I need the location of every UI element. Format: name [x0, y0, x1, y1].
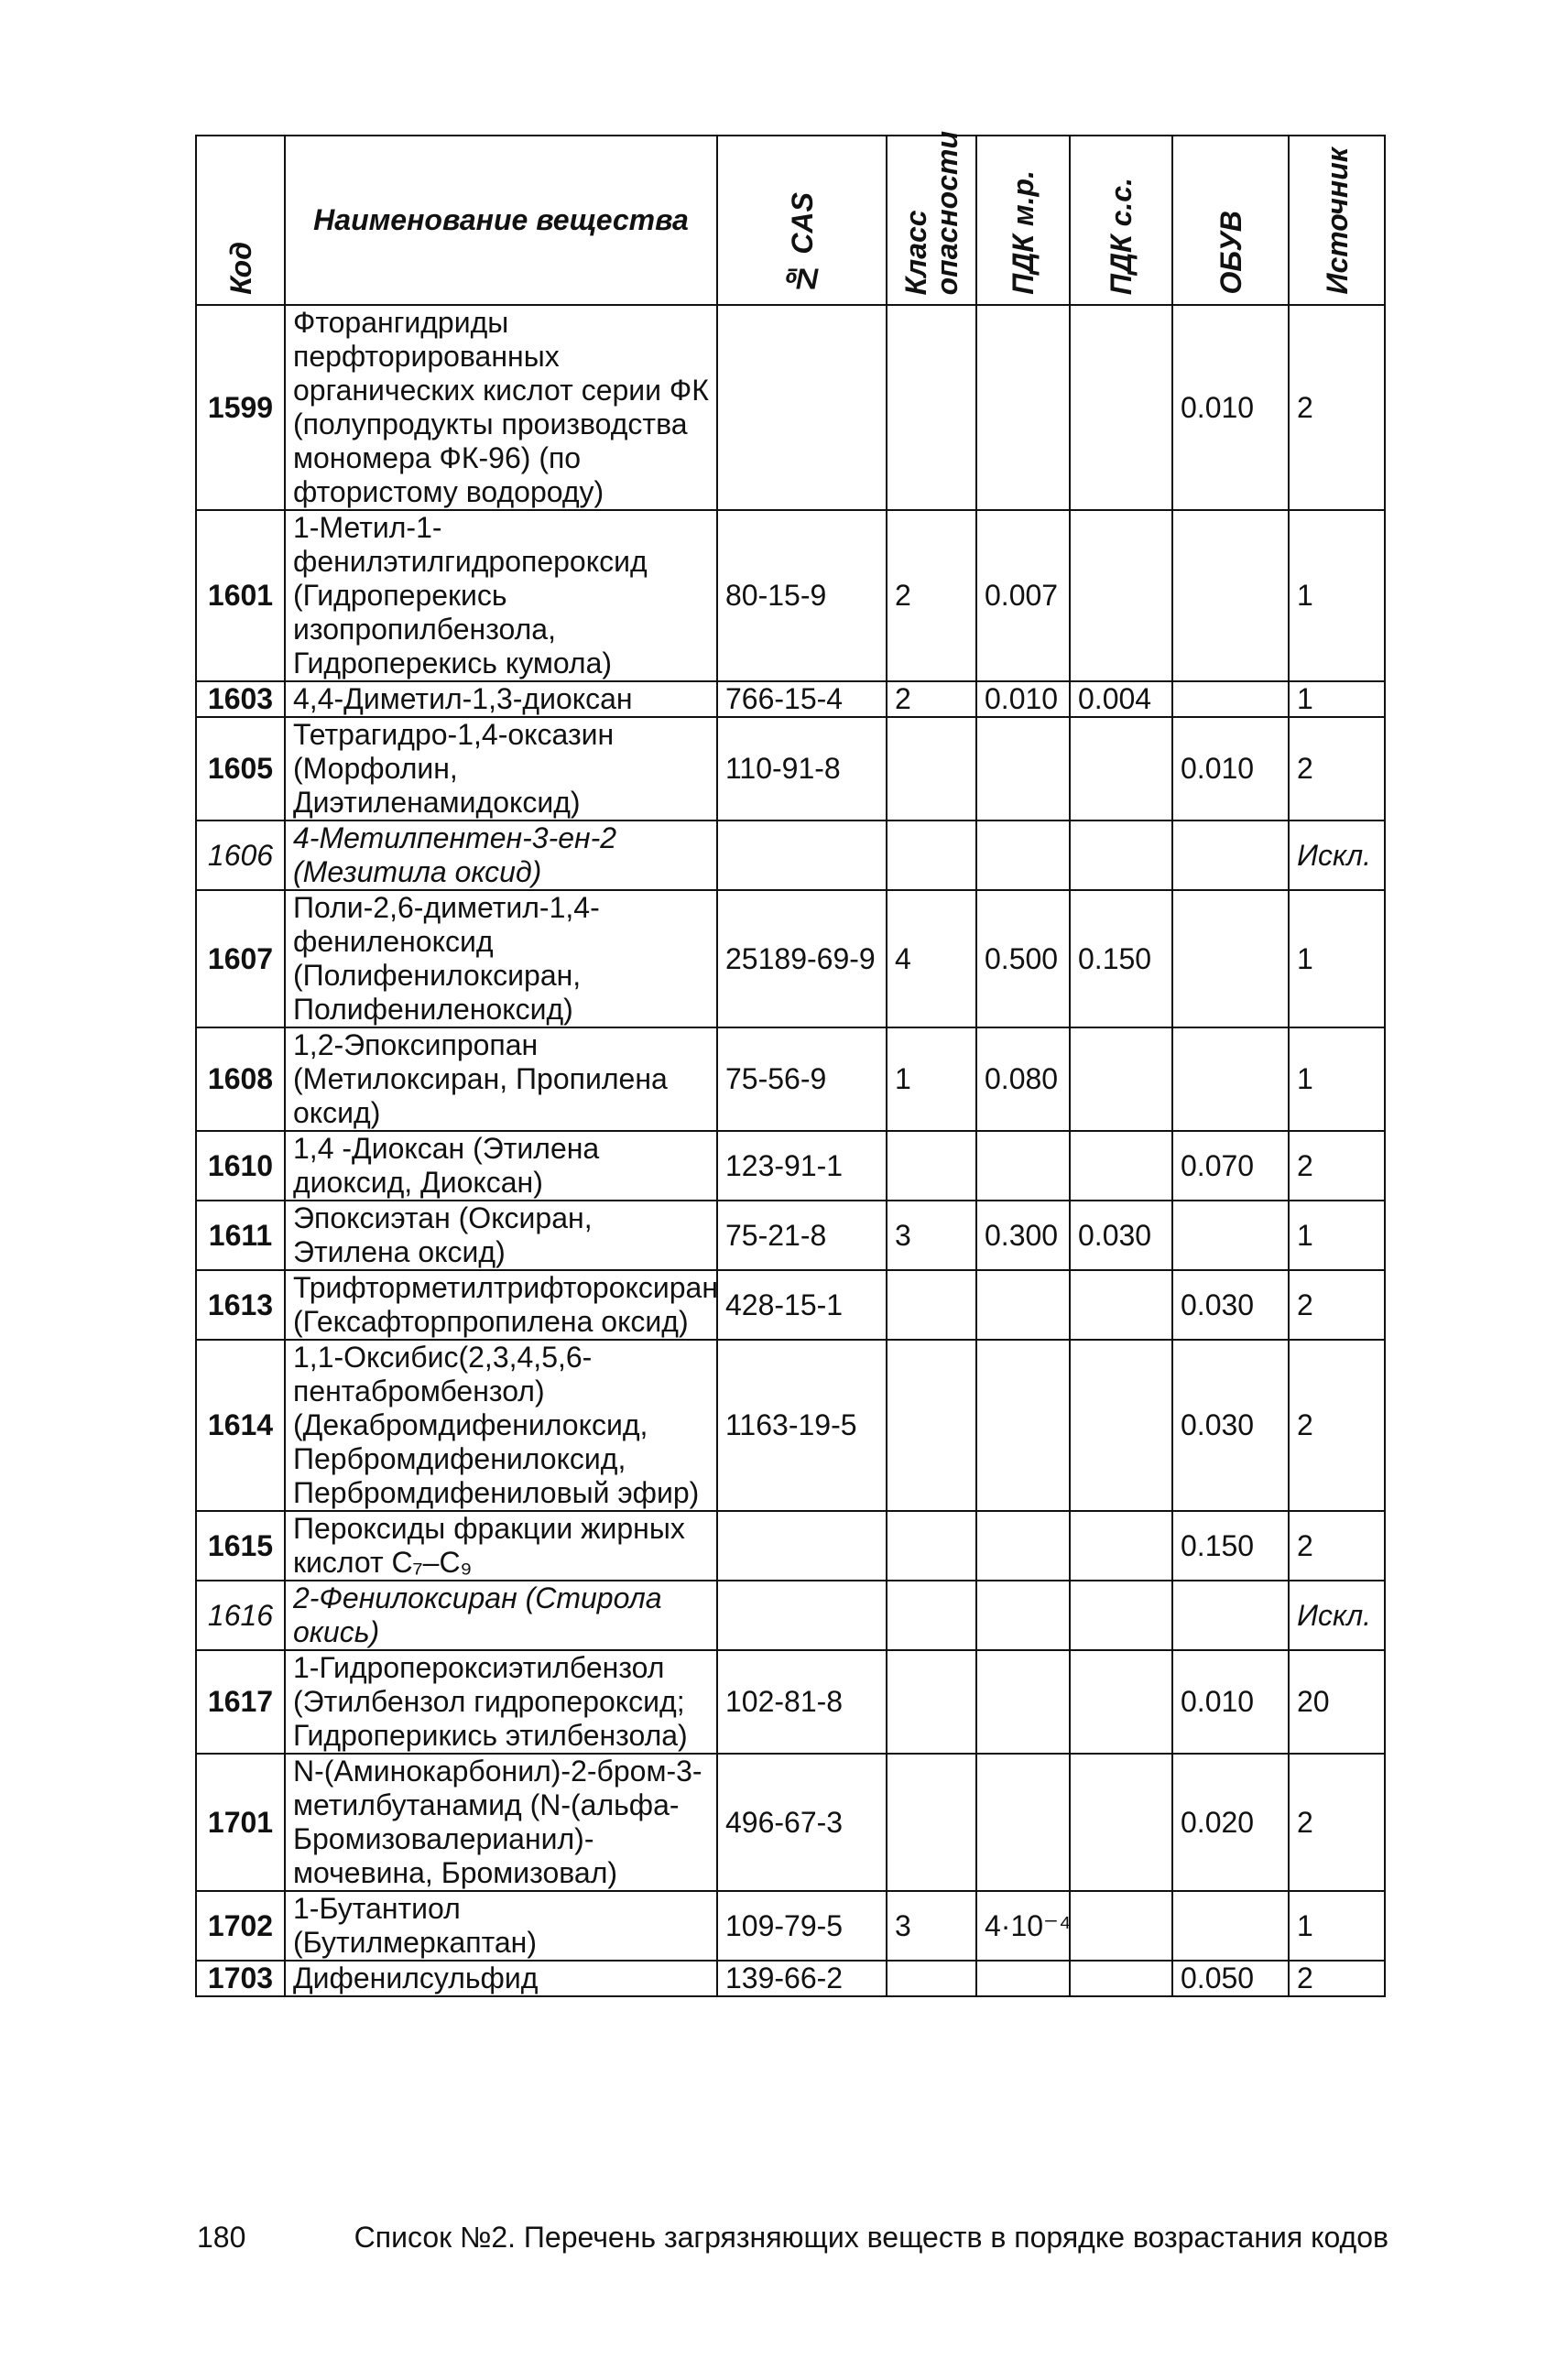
cell-pdk-ss: 0.150: [1070, 890, 1172, 1027]
cell-name: Поли-2,6-диметил-1,4-фениленоксид (Полифенилоксиран, Полифениленоксид): [285, 890, 717, 1027]
cell-pdk-ss: [1070, 510, 1172, 681]
header-cas: № CAS: [717, 136, 887, 305]
cell-name: Пероксиды фракции жирных кислот C₇–C₉: [285, 1511, 717, 1581]
cell-cas: 80-15-9: [717, 510, 887, 681]
header-source: Источник: [1289, 136, 1385, 305]
cell-hazard-class: 3: [887, 1201, 976, 1270]
table-row: [196, 1961, 1385, 1996]
cell-cas: 123-91-1: [717, 1131, 887, 1201]
cell-source: 1: [1289, 1201, 1385, 1270]
cell-name: 2-Фенилоксиран (Стирола окись): [285, 1581, 717, 1650]
cell-pdk-ss: [1070, 1891, 1172, 1961]
cell-source: 2: [1289, 1270, 1385, 1340]
cell-cas: 496-67-3: [717, 1754, 887, 1891]
cell-obuv: 0.030: [1172, 1340, 1289, 1511]
cell-name: 1-Гидропероксиэтилбензол (Этилбензол гидропероксид; Гидроперикись этилбензола): [285, 1650, 717, 1754]
cell-source: 1: [1289, 890, 1385, 1027]
table-row: [196, 890, 1385, 1027]
page-caption: Список №2. Перечень загрязняющих веществ в порядке возрастания кодов: [354, 2221, 1388, 2254]
cell-code: 1703: [196, 1961, 285, 1996]
cell-code: 1610: [196, 1131, 285, 1201]
cell-pdk-mr: 4·10⁻⁴: [976, 1891, 1070, 1961]
cell-code: 1613: [196, 1270, 285, 1340]
cell-source: 1: [1289, 510, 1385, 681]
cell-cas: 75-56-9: [717, 1027, 887, 1131]
cell-hazard-class: [887, 1650, 976, 1754]
cell-pdk-ss: [1070, 821, 1172, 890]
cell-obuv: 0.020: [1172, 1754, 1289, 1891]
cell-pdk-mr: [976, 1650, 1070, 1754]
cell-source: 2: [1289, 305, 1385, 510]
table-row: [196, 681, 1385, 717]
cell-cas: 1163-19-5: [717, 1340, 887, 1511]
cell-pdk-ss: [1070, 1340, 1172, 1511]
header-obuv: ОБУВ: [1172, 136, 1289, 305]
cell-code: 1607: [196, 890, 285, 1027]
cell-source: 2: [1289, 1131, 1385, 1201]
cell-obuv: [1172, 1581, 1289, 1650]
cell-obuv: 0.010: [1172, 1650, 1289, 1754]
cell-source: 1: [1289, 681, 1385, 717]
cell-obuv: [1172, 681, 1289, 717]
substances-table: [195, 130, 1386, 1997]
cell-hazard-class: 4: [887, 890, 976, 1027]
cell-source: 20: [1289, 1650, 1385, 1754]
cell-name: 4,4-Диметил-1,3-диоксан: [285, 681, 717, 717]
cell-obuv: 0.010: [1172, 717, 1289, 821]
cell-code: 1702: [196, 1891, 285, 1961]
table-row: [196, 1027, 1385, 1131]
cell-hazard-class: 2: [887, 681, 976, 717]
cell-hazard-class: [887, 1340, 976, 1511]
cell-pdk-ss: [1070, 1027, 1172, 1131]
cell-code: 1605: [196, 717, 285, 821]
cell-pdk-ss: [1070, 1754, 1172, 1891]
cell-cas: 75-21-8: [717, 1201, 887, 1270]
cell-code: 1608: [196, 1027, 285, 1131]
cell-code: 1606: [196, 821, 285, 890]
cell-name: 1,1-Оксибис(2,3,4,5,6-пентабромбензол) (Декабромдифенилоксид, Пербромдифенилоксид, Пербромдифениловый эфир): [285, 1340, 717, 1511]
cell-obuv: 0.030: [1172, 1270, 1289, 1340]
cell-name: 1-Метил-1-фенилэтилгидропероксид (Гидроперекись изопропилбензола, Гидроперекись кумола): [285, 510, 717, 681]
header-pdk-mr: ПДК м.р.: [976, 136, 1070, 305]
cell-name: Трифторметилтрифтороксиран (Гексафторпропилена оксид): [285, 1270, 717, 1340]
header-pdk-ss: ПДК с.с.: [1070, 136, 1172, 305]
cell-pdk-mr: [976, 1754, 1070, 1891]
cell-name: Дифенилсульфид: [285, 1961, 717, 1996]
cell-source: 2: [1289, 1511, 1385, 1581]
table-row: [196, 1131, 1385, 1201]
cell-hazard-class: [887, 1511, 976, 1581]
cell-code: 1614: [196, 1340, 285, 1511]
cell-cas: 766-15-4: [717, 681, 887, 717]
cell-cas: [717, 305, 887, 510]
table-row: [196, 1581, 1385, 1650]
cell-source: Искл.: [1289, 821, 1385, 890]
cell-code: 1611: [196, 1201, 285, 1270]
table-row: [196, 821, 1385, 890]
cell-pdk-mr: [976, 1131, 1070, 1201]
cell-pdk-mr: [976, 1581, 1070, 1650]
cell-name: Эпоксиэтан (Оксиран, Этилена оксид): [285, 1201, 717, 1270]
table-row: [196, 717, 1385, 821]
cell-hazard-class: 2: [887, 510, 976, 681]
cell-code: 1599: [196, 305, 285, 510]
cell-pdk-ss: [1070, 1961, 1172, 1996]
cell-cas: 25189-69-9: [717, 890, 887, 1027]
cell-cas: 110-91-8: [717, 717, 887, 821]
cell-pdk-ss: [1070, 717, 1172, 821]
cell-obuv: [1172, 821, 1289, 890]
cell-source: 2: [1289, 1754, 1385, 1891]
table-row: [196, 510, 1385, 681]
cell-code: 1601: [196, 510, 285, 681]
cell-obuv: [1172, 1891, 1289, 1961]
cell-hazard-class: [887, 1754, 976, 1891]
cell-code: 1616: [196, 1581, 285, 1650]
cell-hazard-class: [887, 717, 976, 821]
cell-cas: 109-79-5: [717, 1891, 887, 1961]
cell-cas: 102-81-8: [717, 1650, 887, 1754]
cell-source: 2: [1289, 717, 1385, 821]
cell-name: 4-Метилпентен-3-ен-2 (Мезитила оксид): [285, 821, 717, 890]
table-row: [196, 1650, 1385, 1754]
header-hazard-class: Класс опасности: [887, 136, 976, 305]
cell-obuv: 0.150: [1172, 1511, 1289, 1581]
cell-pdk-mr: 0.500: [976, 890, 1070, 1027]
cell-pdk-mr: 0.007: [976, 510, 1070, 681]
cell-pdk-mr: [976, 1961, 1070, 1996]
cell-pdk-ss: [1070, 1511, 1172, 1581]
cell-pdk-mr: [976, 1270, 1070, 1340]
cell-code: 1603: [196, 681, 285, 717]
cell-hazard-class: [887, 1131, 976, 1201]
cell-pdk-mr: [976, 821, 1070, 890]
cell-cas: [717, 1581, 887, 1650]
cell-hazard-class: [887, 1961, 976, 1996]
table-row: [196, 1270, 1385, 1340]
cell-obuv: [1172, 1201, 1289, 1270]
cell-pdk-ss: [1070, 1270, 1172, 1340]
cell-cas: 428-15-1: [717, 1270, 887, 1340]
cell-obuv: [1172, 510, 1289, 681]
cell-pdk-ss: [1070, 1581, 1172, 1650]
header-name: Наименование вещества: [285, 136, 717, 305]
cell-pdk-ss: [1070, 1131, 1172, 1201]
cell-name: Тетрагидро-1,4-оксазин (Морфолин, Диэтиленамидоксид): [285, 717, 717, 821]
cell-hazard-class: [887, 305, 976, 510]
cell-name: 1,4 -Диоксан (Этилена диоксид, Диоксан): [285, 1131, 717, 1201]
cell-pdk-ss: 0.004: [1070, 681, 1172, 717]
cell-pdk-mr: [976, 305, 1070, 510]
cell-hazard-class: 1: [887, 1027, 976, 1131]
cell-obuv: 0.070: [1172, 1131, 1289, 1201]
cell-cas: 139-66-2: [717, 1961, 887, 1996]
cell-name: 1,2-Эпоксипропан (Метилоксиран, Пропилена оксид): [285, 1027, 717, 1131]
table-row: [196, 1891, 1385, 1961]
cell-pdk-mr: 0.010: [976, 681, 1070, 717]
table-header-row: [196, 136, 1385, 305]
cell-obuv: [1172, 890, 1289, 1027]
cell-hazard-class: [887, 821, 976, 890]
cell-pdk-mr: [976, 1511, 1070, 1581]
table-row: [196, 1511, 1385, 1581]
cell-source: 1: [1289, 1027, 1385, 1131]
cell-source: 1: [1289, 1891, 1385, 1961]
cell-name: 1-Бутантиол (Бутилмеркаптан): [285, 1891, 717, 1961]
table-row: [196, 1201, 1385, 1270]
cell-hazard-class: [887, 1581, 976, 1650]
cell-source: 2: [1289, 1961, 1385, 1996]
cell-cas: [717, 821, 887, 890]
cell-name: N-(Аминокарбонил)-2-бром-3-метилбутанамид (N-(альфа-Бромизовалерианил)-мочевина, Бромизовал): [285, 1754, 717, 1891]
cell-obuv: 0.050: [1172, 1961, 1289, 1996]
cell-cas: [717, 1511, 887, 1581]
table-row: [196, 1754, 1385, 1891]
cell-pdk-mr: [976, 1340, 1070, 1511]
cell-pdk-ss: [1070, 1650, 1172, 1754]
cell-source: Искл.: [1289, 1581, 1385, 1650]
cell-code: 1617: [196, 1650, 285, 1754]
cell-hazard-class: [887, 1270, 976, 1340]
cell-source: 2: [1289, 1340, 1385, 1511]
table-row: [196, 1340, 1385, 1511]
cell-hazard-class: 3: [887, 1891, 976, 1961]
cell-pdk-ss: 0.030: [1070, 1201, 1172, 1270]
cell-name: Фторангидриды перфторированных органических кислот серии ФК (полупродукты производства мономера ФК-96) (по фтористому водороду): [285, 305, 717, 510]
cell-obuv: [1172, 1027, 1289, 1131]
header-code: Код: [196, 136, 285, 305]
cell-pdk-ss: [1070, 305, 1172, 510]
page-number: 180: [197, 2221, 246, 2254]
cell-obuv: 0.010: [1172, 305, 1289, 510]
cell-pdk-mr: [976, 717, 1070, 821]
table-body: [196, 305, 1385, 1996]
cell-pdk-mr: 0.300: [976, 1201, 1070, 1270]
table-row: [196, 305, 1385, 510]
cell-pdk-mr: 0.080: [976, 1027, 1070, 1131]
cell-code: 1701: [196, 1754, 285, 1891]
cell-code: 1615: [196, 1511, 285, 1581]
